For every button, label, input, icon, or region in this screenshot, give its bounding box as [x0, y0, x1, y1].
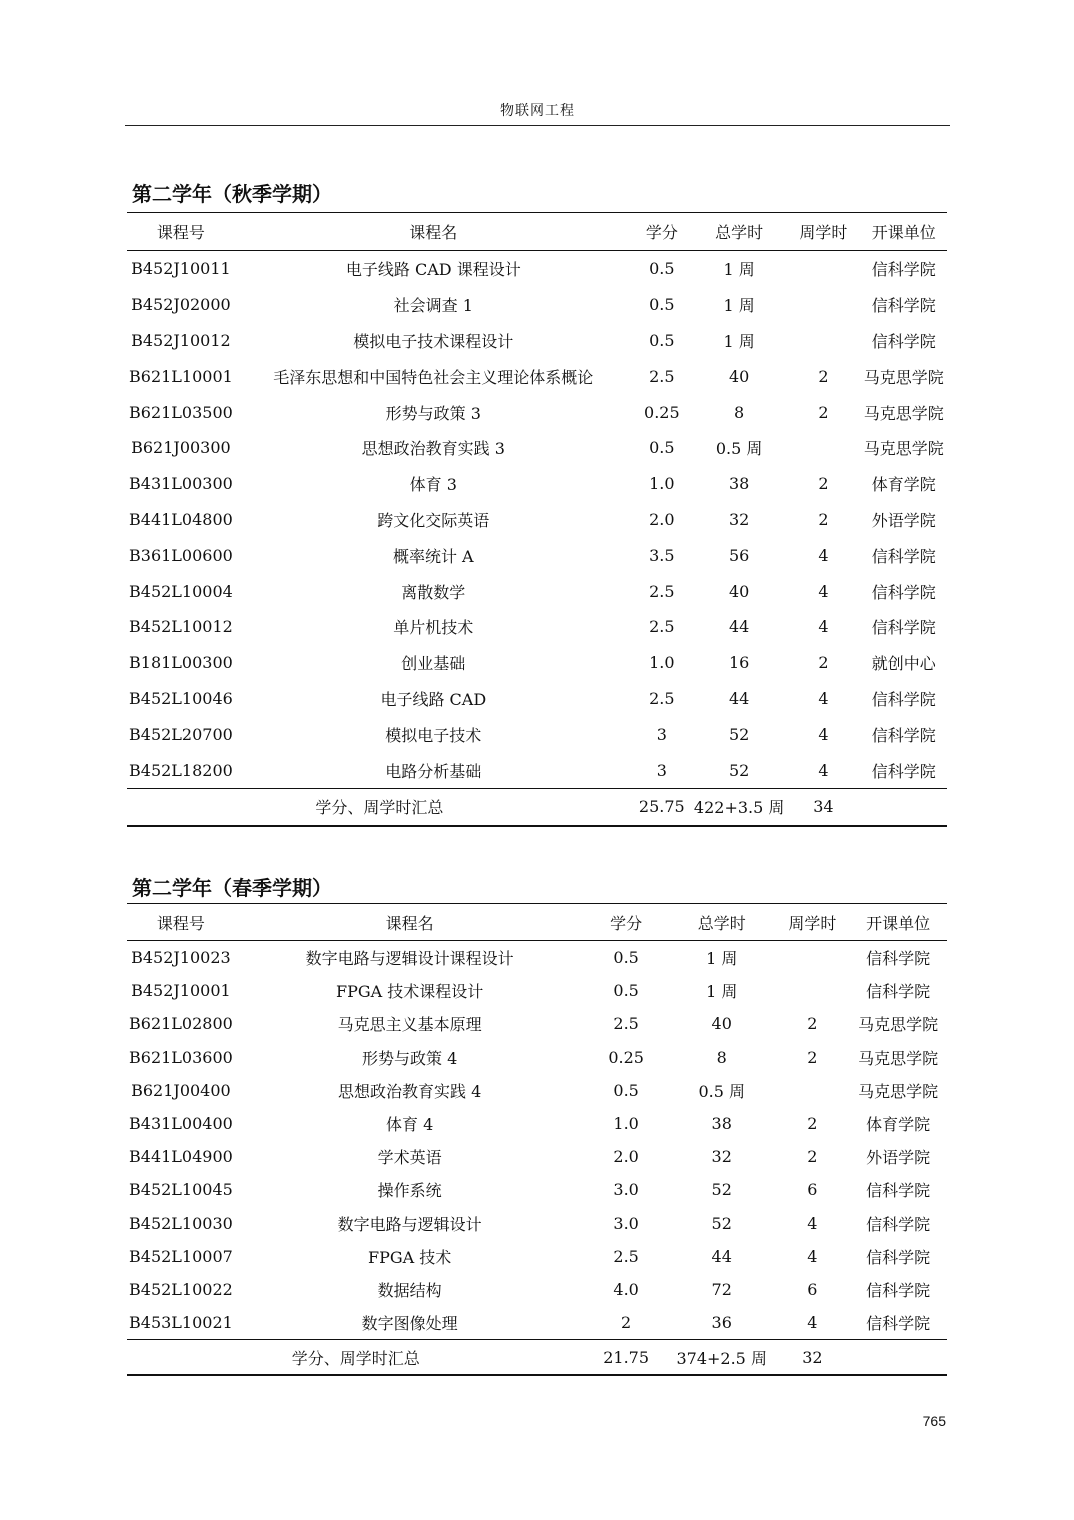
column-header-weekly-hours: 周学时 — [788, 913, 837, 933]
table-row — [127, 974, 947, 1007]
course-name-cell: 单片机技术 — [393, 618, 474, 638]
course-code-cell: B452L10004 — [129, 581, 233, 601]
course-name-cell: FPGA 技术课程设计 — [335, 982, 484, 1002]
summary-row — [127, 788, 947, 826]
course-code-cell: B452J10011 — [131, 259, 231, 279]
weekly-hours-cell: 4 — [818, 617, 829, 637]
weekly-hours-cell — [776, 974, 850, 1007]
table-row — [127, 609, 947, 645]
table-row — [127, 645, 947, 681]
course-name-cell: 思想政治教育实践 3 — [361, 439, 505, 459]
course-name-cell: 形势与政策 3 — [385, 403, 481, 423]
total-hours-cell: 40 — [711, 1014, 732, 1034]
course-name-cell: 创业基础 — [401, 654, 466, 674]
department-cell: 信科学院 — [866, 1181, 931, 1201]
course-code-cell: B452J10023 — [131, 948, 231, 968]
summary-label: 学分、周学时汇总 — [291, 1348, 420, 1368]
department-cell: 就创中心 — [871, 654, 936, 674]
total-hours-cell: 40 — [728, 581, 750, 601]
weekly-hours-cell: 2 — [818, 402, 829, 422]
credits-cell: 2.5 — [649, 581, 675, 601]
course-name-cell: 数字图像处理 — [361, 1314, 458, 1334]
credits-cell: 2.5 — [613, 1246, 639, 1266]
course-code-cell: B441L04900 — [129, 1147, 233, 1167]
total-hours-cell: 56 — [728, 545, 750, 565]
course-code-cell: B621J00300 — [131, 438, 231, 458]
summary-total-hours: 422+3.5 周 — [693, 798, 785, 818]
section-title-autumn: 第二学年（秋季学期） — [132, 182, 332, 206]
summary-weekly-hours: 34 — [813, 797, 834, 817]
credits-cell: 2.0 — [613, 1147, 639, 1167]
summary-credits: 25.75 — [638, 797, 685, 817]
course-name-cell: 体育 4 — [385, 1115, 434, 1135]
table-row — [127, 1273, 947, 1306]
table-header-row — [127, 904, 947, 941]
credits-cell: 3.0 — [613, 1213, 639, 1233]
total-hours-cell: 44 — [728, 688, 750, 708]
table-row — [127, 1107, 947, 1140]
summary-row — [127, 1340, 947, 1376]
column-header-code: 课程号 — [156, 913, 205, 933]
section-title-spring: 第二学年（春季学期） — [132, 876, 332, 900]
table-row — [127, 716, 947, 752]
weekly-hours-cell: 4 — [818, 581, 829, 601]
credits-cell: 0.5 — [649, 295, 675, 315]
course-code-cell: B452L10012 — [129, 617, 233, 637]
weekly-hours-cell — [786, 323, 860, 359]
credits-cell: 0.5 — [613, 981, 639, 1001]
course-name-cell: 概率统计 A — [392, 546, 474, 566]
course-code-cell: B431L00400 — [129, 1114, 233, 1134]
course-name-cell: 操作系统 — [377, 1181, 442, 1201]
credits-cell: 1.0 — [649, 653, 675, 673]
course-code-cell: B452L20700 — [129, 724, 233, 744]
course-table-autumn — [127, 212, 947, 827]
credits-cell: 3 — [656, 724, 667, 744]
course-name-cell: 模拟电子技术 — [385, 725, 482, 745]
course-code-cell: B621J00400 — [131, 1080, 231, 1100]
course-code-cell: B621L03500 — [129, 402, 233, 422]
course-name-cell: 社会调查 1 — [393, 296, 473, 316]
course-name-cell: 离散数学 — [401, 582, 466, 602]
column-header-name: 课程名 — [385, 913, 434, 933]
course-code-cell: B452L10007 — [129, 1246, 233, 1266]
course-code-cell: B441L04800 — [129, 509, 233, 529]
department-cell: 马克思学院 — [858, 1081, 939, 1101]
total-hours-cell: 44 — [711, 1246, 732, 1266]
credits-cell: 2.5 — [649, 366, 675, 386]
course-code-cell: B452L10030 — [129, 1213, 233, 1233]
total-hours-cell: 1 周 — [706, 982, 738, 1002]
column-header-department: 开课单位 — [871, 223, 936, 242]
column-header-department: 开课单位 — [866, 913, 931, 933]
credits-cell: 3 — [656, 760, 667, 780]
department-cell: 信科学院 — [866, 1314, 931, 1334]
course-name-cell: 学术英语 — [377, 1148, 442, 1168]
credits-cell: 4.0 — [613, 1279, 639, 1299]
department-cell: 体育学院 — [871, 475, 936, 495]
course-name-cell: 数字电路与逻辑设计课程设计 — [305, 949, 514, 969]
course-name-cell: 数据结构 — [377, 1280, 442, 1300]
credits-cell: 0.5 — [613, 948, 639, 968]
table-row — [127, 323, 947, 359]
course-table-spring — [127, 903, 947, 1376]
weekly-hours-cell — [786, 430, 860, 466]
weekly-hours-cell: 6 — [807, 1279, 818, 1299]
table-row — [127, 941, 947, 975]
weekly-hours-cell: 2 — [818, 653, 829, 673]
credits-cell: 0.5 — [649, 438, 675, 458]
table-row — [127, 287, 947, 323]
total-hours-cell: 36 — [711, 1313, 732, 1333]
total-hours-cell: 8 — [734, 402, 745, 422]
credits-cell: 0.25 — [608, 1047, 644, 1067]
summary-empty-cell — [860, 788, 947, 826]
table-row — [127, 1240, 947, 1273]
course-code-cell: B431L00300 — [129, 474, 233, 494]
table-row — [127, 502, 947, 538]
course-code-cell: B452L10046 — [129, 688, 233, 708]
department-cell: 信科学院 — [871, 331, 936, 351]
credits-cell: 2.5 — [649, 688, 675, 708]
table-row — [127, 1140, 947, 1173]
department-cell: 马克思学院 — [863, 367, 944, 387]
course-name-cell: 电路分析基础 — [385, 761, 482, 781]
total-hours-cell: 52 — [711, 1213, 732, 1233]
total-hours-cell: 52 — [728, 760, 750, 780]
department-cell: 马克思学院 — [858, 1048, 939, 1068]
total-hours-cell: 40 — [728, 366, 750, 386]
total-hours-cell: 1 周 — [723, 260, 755, 280]
weekly-hours-cell — [776, 941, 850, 975]
table-row — [127, 537, 947, 573]
summary-empty-cell — [849, 1340, 947, 1376]
department-cell: 信科学院 — [871, 582, 936, 602]
total-hours-cell: 16 — [728, 653, 750, 673]
department-cell: 信科学院 — [866, 1214, 931, 1234]
weekly-hours-cell: 2 — [818, 366, 829, 386]
credits-cell: 1.0 — [649, 474, 675, 494]
running-header: 物联网工程 — [500, 103, 575, 119]
course-code-cell: B452J10012 — [131, 330, 231, 350]
table-row — [127, 1306, 947, 1340]
department-cell: 马克思学院 — [863, 403, 944, 423]
table-row — [127, 1074, 947, 1107]
total-hours-cell: 38 — [711, 1114, 732, 1134]
header-rule — [125, 125, 950, 126]
department-cell: 外语学院 — [866, 1148, 931, 1168]
summary-total-hours: 374+2.5 周 — [676, 1348, 767, 1368]
department-cell: 信科学院 — [871, 546, 936, 566]
credits-cell: 0.25 — [644, 402, 680, 422]
credits-cell: 1.0 — [613, 1114, 639, 1134]
column-header-credits: 学分 — [610, 913, 643, 933]
table-row — [127, 251, 947, 287]
total-hours-cell: 52 — [711, 1180, 732, 1200]
department-cell: 信科学院 — [871, 618, 936, 638]
department-cell: 体育学院 — [866, 1115, 931, 1135]
total-hours-cell: 1 周 — [723, 296, 755, 316]
total-hours-cell: 72 — [711, 1279, 732, 1299]
credits-cell: 3.0 — [613, 1180, 639, 1200]
weekly-hours-cell: 2 — [818, 509, 829, 529]
total-hours-cell: 0.5 周 — [698, 1081, 745, 1101]
course-code-cell: B361L00600 — [129, 545, 233, 565]
weekly-hours-cell: 2 — [807, 1114, 818, 1134]
weekly-hours-cell: 4 — [818, 724, 829, 744]
course-code-cell: B181L00300 — [129, 653, 233, 673]
weekly-hours-cell: 2 — [818, 474, 829, 494]
department-cell: 信科学院 — [871, 761, 936, 781]
column-header-credits: 学分 — [645, 223, 678, 242]
course-name-cell: 模拟电子技术课程设计 — [353, 331, 514, 351]
weekly-hours-cell — [786, 251, 860, 287]
department-cell: 信科学院 — [866, 949, 931, 969]
table-header-row — [127, 213, 947, 251]
course-name-cell: 形势与政策 4 — [361, 1048, 458, 1068]
table-row — [127, 1173, 947, 1206]
total-hours-cell: 38 — [728, 474, 750, 494]
credits-cell: 2.5 — [649, 617, 675, 637]
summary-weekly-hours: 32 — [802, 1347, 823, 1367]
weekly-hours-cell: 4 — [818, 545, 829, 565]
total-hours-cell: 32 — [728, 509, 750, 529]
table-row — [127, 1041, 947, 1074]
total-hours-cell: 32 — [711, 1147, 732, 1167]
weekly-hours-cell: 4 — [807, 1246, 818, 1266]
department-cell: 外语学院 — [871, 510, 936, 530]
department-cell: 信科学院 — [871, 689, 936, 709]
course-code-cell: B452J02000 — [131, 295, 231, 315]
table-row — [127, 752, 947, 788]
column-header-name: 课程名 — [409, 223, 458, 242]
course-code-cell: B621L03600 — [129, 1047, 233, 1067]
credits-cell: 2.0 — [649, 509, 675, 529]
weekly-hours-cell — [786, 287, 860, 323]
credits-cell: 2 — [621, 1313, 632, 1333]
weekly-hours-cell: 4 — [807, 1313, 818, 1333]
course-code-cell: B452J10001 — [131, 981, 231, 1001]
course-name-cell: 数字电路与逻辑设计 — [337, 1214, 482, 1234]
weekly-hours-cell: 2 — [807, 1047, 818, 1067]
table-row — [127, 466, 947, 502]
course-name-cell: 体育 3 — [409, 475, 457, 495]
weekly-hours-cell: 4 — [818, 760, 829, 780]
course-code-cell: B453L10021 — [129, 1313, 233, 1333]
total-hours-cell: 1 周 — [723, 331, 755, 351]
column-header-code: 课程号 — [156, 223, 205, 242]
table-row — [127, 681, 947, 717]
department-cell: 马克思学院 — [858, 1015, 939, 1035]
department-cell: 信科学院 — [871, 296, 936, 316]
department-cell: 信科学院 — [866, 982, 931, 1002]
course-name-cell: 思想政治教育实践 4 — [337, 1081, 482, 1101]
column-header-total-hours: 总学时 — [697, 913, 746, 933]
page-number: 765 — [922, 1413, 946, 1429]
credits-cell: 2.5 — [613, 1014, 639, 1034]
department-cell: 信科学院 — [871, 725, 936, 745]
credits-cell: 0.5 — [649, 259, 675, 279]
table-row — [127, 1207, 947, 1240]
course-code-cell: B452L10045 — [129, 1180, 233, 1200]
weekly-hours-cell: 6 — [807, 1180, 818, 1200]
credits-cell: 0.5 — [649, 330, 675, 350]
column-header-weekly-hours: 周学时 — [799, 223, 848, 242]
department-cell: 信科学院 — [871, 260, 936, 280]
course-name-cell: FPGA 技术 — [367, 1247, 452, 1267]
course-name-cell: 电子线路 CAD 课程设计 — [345, 260, 521, 280]
department-cell: 信科学院 — [866, 1280, 931, 1300]
total-hours-cell: 1 周 — [706, 949, 738, 969]
table-row — [127, 430, 947, 466]
course-code-cell: B621L02800 — [129, 1014, 233, 1034]
course-code-cell: B452L18200 — [129, 760, 233, 780]
table-row — [127, 394, 947, 430]
weekly-hours-cell — [776, 1074, 850, 1107]
weekly-hours-cell: 4 — [807, 1213, 818, 1233]
total-hours-cell: 0.5 周 — [715, 439, 763, 459]
weekly-hours-cell: 4 — [818, 688, 829, 708]
table-row — [127, 1007, 947, 1040]
credits-cell: 3.5 — [649, 545, 675, 565]
course-name-cell: 跨文化交际英语 — [377, 510, 490, 530]
department-cell: 马克思学院 — [863, 439, 944, 459]
course-code-cell: B621L10001 — [129, 366, 233, 386]
weekly-hours-cell: 2 — [807, 1014, 818, 1034]
total-hours-cell: 52 — [728, 724, 750, 744]
course-code-cell: B452L10022 — [129, 1279, 233, 1299]
course-name-cell: 马克思主义基本原理 — [337, 1015, 482, 1035]
column-header-total-hours: 总学时 — [715, 223, 764, 242]
course-name-cell: 电子线路 CAD — [380, 689, 487, 709]
summary-label: 学分、周学时汇总 — [315, 798, 444, 818]
department-cell: 信科学院 — [866, 1247, 931, 1267]
credits-cell: 0.5 — [613, 1080, 639, 1100]
total-hours-cell: 8 — [716, 1047, 727, 1067]
table-row — [127, 358, 947, 394]
weekly-hours-cell: 2 — [807, 1147, 818, 1167]
course-name-cell: 毛泽东思想和中国特色社会主义理论体系概论 — [273, 367, 594, 387]
summary-credits: 21.75 — [603, 1347, 650, 1367]
table-row — [127, 573, 947, 609]
total-hours-cell: 44 — [728, 617, 750, 637]
